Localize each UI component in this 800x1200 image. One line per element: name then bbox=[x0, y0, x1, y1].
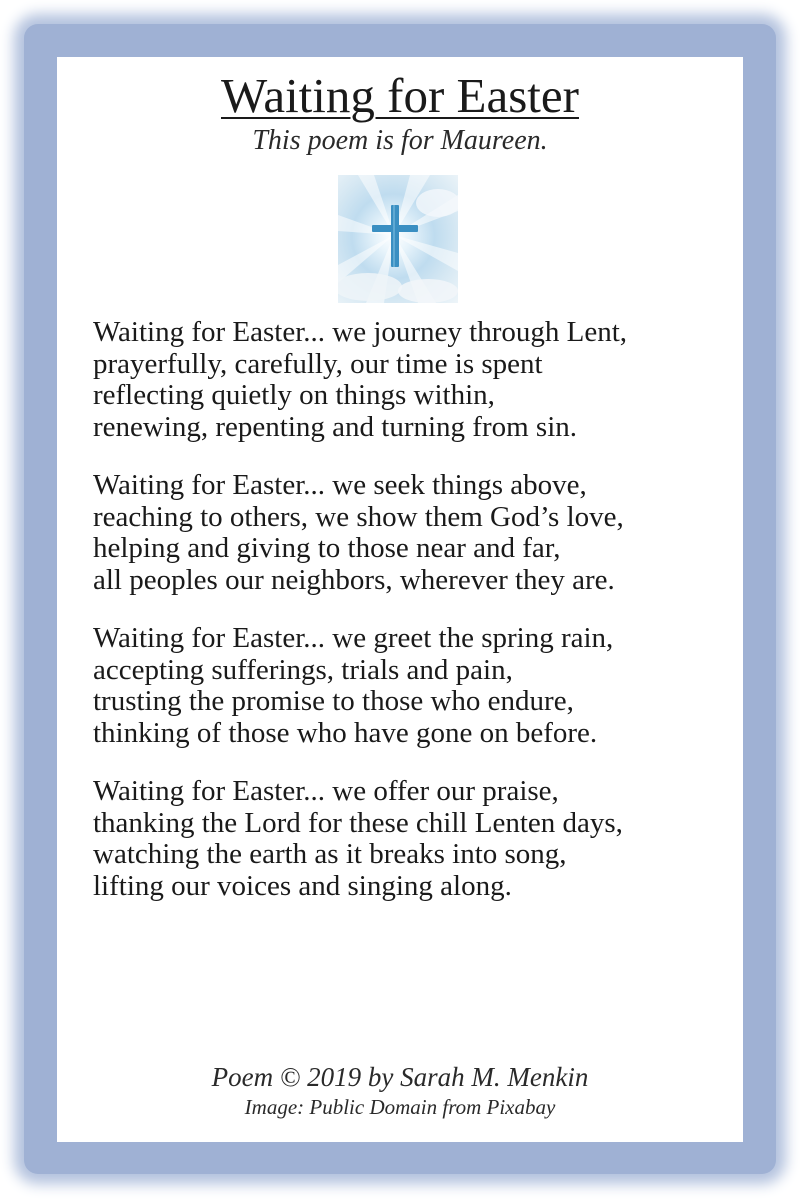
dedication: This poem is for Maureen. bbox=[252, 125, 548, 156]
cross-image bbox=[338, 175, 458, 303]
poem-line: Waiting for Easter... we greet the spring rain, bbox=[93, 622, 614, 654]
cross-icon bbox=[338, 175, 458, 303]
poem-line: reaching to others, we show them God’s love, bbox=[93, 500, 624, 533]
poem-line: accepting sufferings, trials and pain, bbox=[93, 653, 513, 686]
image-credit: Image: Public Domain from Pixabay bbox=[244, 1095, 556, 1119]
poem-line: watching the earth as it breaks into song, bbox=[93, 838, 567, 870]
poem-line: renewing, repenting and turning from sin. bbox=[93, 410, 578, 443]
poem-title-text: Waiting for Easter bbox=[221, 68, 579, 123]
stanza-4 bbox=[93, 776, 733, 902]
stanza-1 bbox=[93, 317, 733, 443]
poem-card bbox=[57, 57, 743, 1142]
poem-copyright: Poem © 2019 by Sarah M. Menkin bbox=[211, 1062, 589, 1092]
stanza-3 bbox=[93, 623, 733, 749]
poem-line: trusting the promise to those who endure, bbox=[93, 685, 574, 717]
stanza-2 bbox=[93, 470, 733, 596]
poem-title bbox=[57, 69, 743, 123]
poem-line: all peoples our neighbors, wherever they are. bbox=[93, 563, 615, 596]
poem-line: reflecting quietly on things within, bbox=[93, 379, 495, 411]
poem-line: Waiting for Easter... we seek things above, bbox=[93, 469, 587, 501]
poem-line: Waiting for Easter... we journey through Lent, bbox=[93, 316, 628, 348]
poem-line: lifting our voices and singing along. bbox=[93, 869, 512, 902]
poem-line: Waiting for Easter... we offer our praise, bbox=[93, 775, 559, 807]
poem-line: thinking of those who have gone on before. bbox=[93, 716, 598, 749]
poem-line: helping and giving to those near and far, bbox=[93, 532, 561, 564]
poem-line: thanking the Lord for these chill Lenten days, bbox=[93, 806, 623, 839]
poem-body bbox=[93, 317, 733, 929]
poem-line: prayerfully, carefully, our time is spent bbox=[93, 347, 543, 380]
